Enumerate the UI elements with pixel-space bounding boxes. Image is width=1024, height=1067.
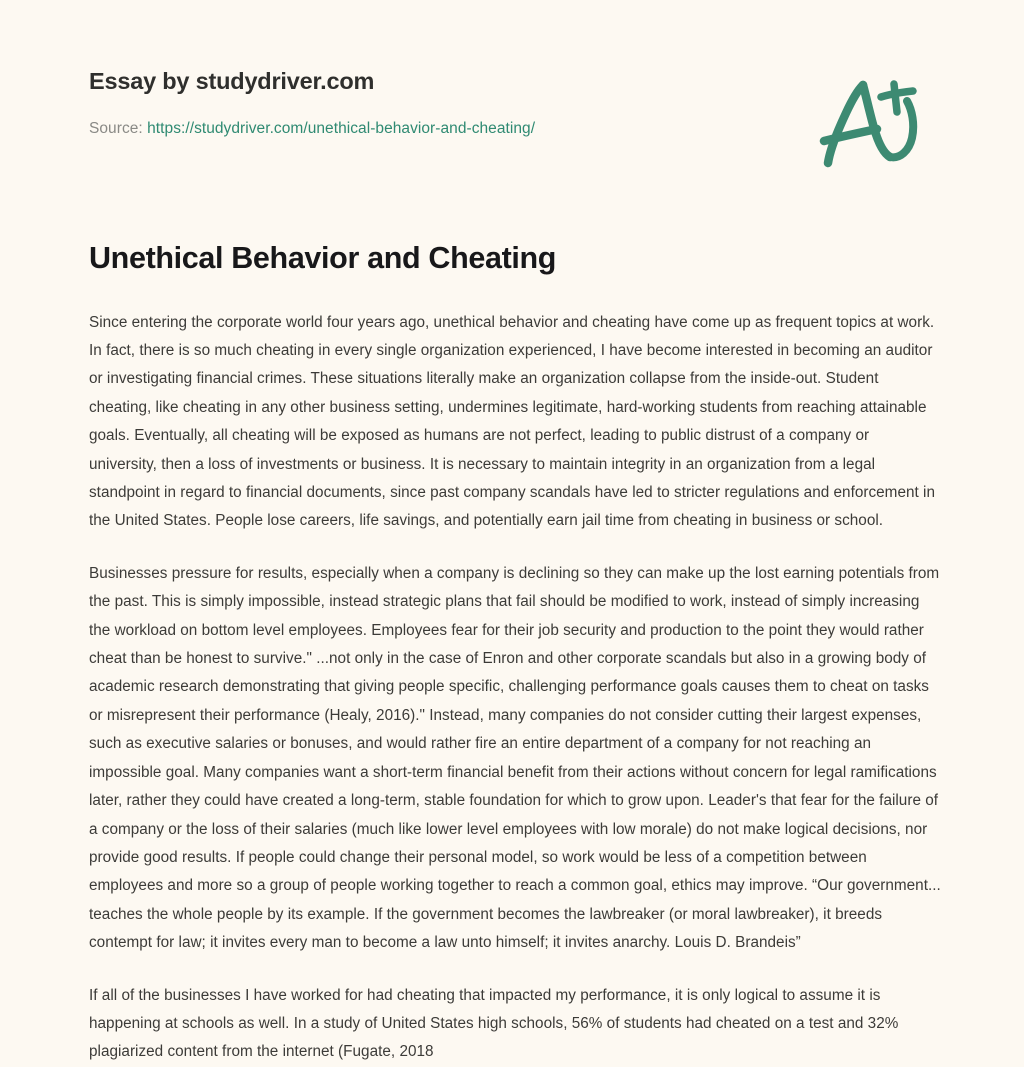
byline: Essay by studydriver.com [89,68,375,94]
article-body [89,309,941,1067]
source-label: Source: [89,120,143,137]
a-plus-logo [810,68,930,172]
document-header [0,0,1024,200]
article [89,240,941,1067]
paragraph: Since entering the corporate world four years ago, unethical behavior and cheating have come up as frequent topics at work. In fact, there is so much cheating in every single organization experienced, I have become interested in becoming an auditor or investigating financial crimes. These situations literally make an organization collapse from the inside-out. Student cheating, like cheating in any other business setting, undermines legitimate, hard-working students from reaching attainable goals. Eventually, all cheating will be exposed as humans are not perfect, leading to public distrust of a company or university, then a loss of investments or business. It is necessary to maintain integrity in an organization from a legal standpoint in regard to financial documents, since past company scandals have led to stricter regulations and enforcement in the United States. People lose careers, life savings, and potentially earn jail time from cheating in business or school. [89,313,935,530]
a-plus-logo-icon [810,68,930,172]
page-title: Unethical Behavior and Cheating [89,241,557,275]
paragraph: Businesses pressure for results, especially when a company is declining so they can make up the lost earning potentials from the past. This is simply impossible, instead strategic plans that fail should be modified to work, instead of simply increasing the workload on bottom level employees. Employees fear for their job security and production to the point they would rather cheat than be honest to survive." ...not only in the case of Enron and other corporate scandals but also in a growing body of academic research demonstrating that giving people specific, challenging performance goals causes them to cheat on tasks or misrepresent their performance (Healy, 2016)." Instead, many companies do not consider cutting their largest expenses, such as executive salaries or bonuses, and would rather fire an entire department of a company for not reaching an impossible goal. Many companies want a short-term financial benefit from their actions without concern for legal ramifications later, rather they could have created a long-term, stable foundation for which to grow upon. Leader's that fear for the failure of a company or the loss of their salaries (much like lower level employees with low morale) do not make logical decisions, nor provide good results. If people could change their personal model, so work would be less of a competition between employees and more so a group of people working together to reach a common goal, ethics may improve. “Our government... teaches the whole people by its example. If the government becomes the lawbreaker (or moral lawbreaker), it breeds contempt for law; it invites every man to become a law unto himself; it invites anarchy. Louis D. Brandeis” [89,564,941,952]
source-line [89,120,535,138]
source-url-link[interactable]: https://studydriver.com/unethical-behavior-and-cheating/ [147,120,536,137]
paragraph: If all of the businesses I have worked for had cheating that impacted my performance, it is only logical to assume it is happening at schools as well. In a study of United States high schools, 56% of students had cheated on a test and 32% plagiarized content from the internet (Fugate, 2018 [89,986,899,1061]
